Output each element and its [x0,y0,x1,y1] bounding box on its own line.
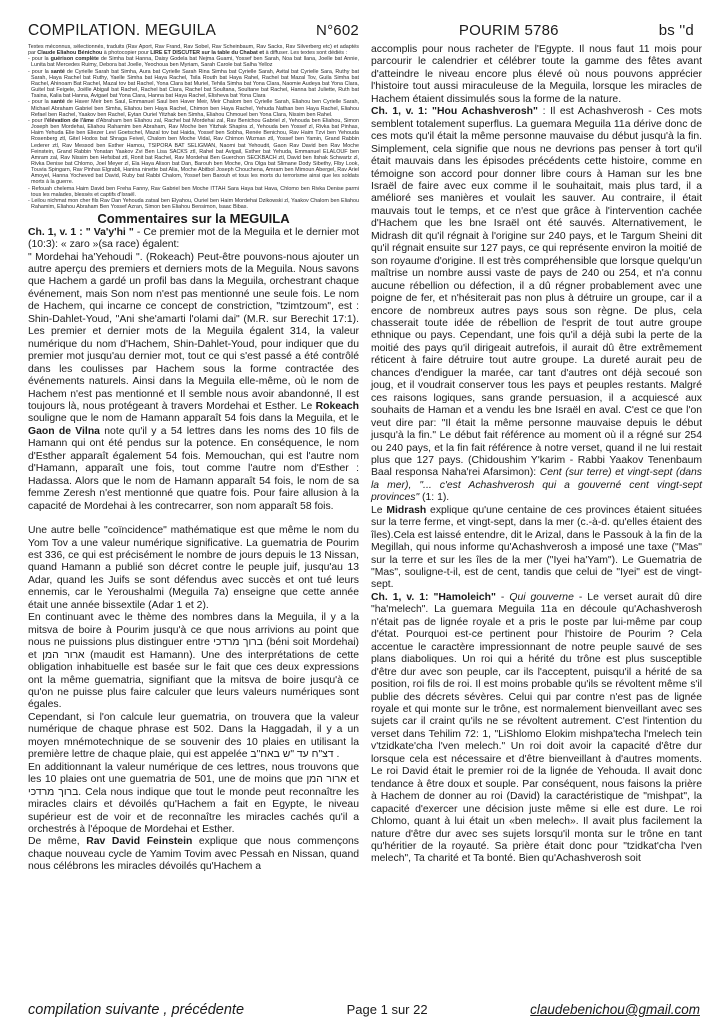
paragraph [28,99,359,117]
paragraph [28,118,359,186]
paragraph [28,525,359,612]
text-run: En additionnant la valeur numérique de ces lettres, nous trouvons que les 10 plaies ont une guematria de 501, une de moins que ארור המן et ברוך מרדכי. Cela nous indique que tout le monde peut reconnaître les miracles clairs et dévoilés qu'Hachem a fait en Egypte, le niveau supérieur est de voir et de reconnaître les miracles cachés qu'il a orchestrés à l'époque de Mordehai et Esther. [28,761,359,835]
paragraph [28,612,359,712]
right-column [371,44,702,866]
paragraph [28,44,359,56]
text-run: à photocopier pour [102,50,151,57]
two-column-layout [0,42,724,874]
page-indicator: Page 1 sur 22 [346,1002,428,1017]
text-run: En continuant avec le thème des nombres dans la Meguila, il y a la mitsva de boire à Pourim jusqu'à ce que nous arrivions au point que nous ne puissions plus distinguer entre ברוך מרדכי (béni soit Mordehai) et ארור המן (maudit est Hamann). Une des interprétations de cette obligation inhabituelle est basée sur le fait que ces deux expressions ont la même guematria, signifiant que la mitsva de boire jusqu'à ce qu'on ne puisse plus faire calculer que leurs valeurs numériques sont égales. [28,612,360,711]
text-run: Ch. 1, v. 1 : " Va'y'hi " [28,226,137,238]
text-run: santé [50,99,65,106]
left-column-text [28,227,359,874]
text-run: Gaon de Vilna [28,425,100,437]
text-run: Cependant, si l'on calcule leur guematria, on trouvera que la valeur numérique de chaque phrase est 502. Dans la Haggadah, il y a un moyen mnémotechnique de se souvenir des 10 plaies en utilisant la première lettre de chaque plaie, qui est appelée דצ"ח עד "ש באח"ב . [28,711,359,761]
text-run: Cent (sur terre) et vingt-sept (dans la mer), "... c'est Achashverosh qui a gouverné cent vingt-sept provinces" [371,467,702,504]
text-run: Qui gouverne [509,591,574,603]
text-run: note qu'il y a 54 lettres dans les noms des 10 fils de Hamann qui ont été pendus sur la potence. En conséquence, le nom d'Esther apparaît également 54 fois. Memouchan, qui est l'autre nom d'Hamann, apparaît une fois, tout comme l'autre nom d'Esther : Hadassa. Alors que le nom de Hamann apparaît 54 fois, le nom de sa femme Zeresh n'est mentionné que quatre fois. Pour faire allusion à la capacité de Mordehai à les contrecarrer, son nom apparaît 58 fois. [28,425,359,512]
text-run: Une autre belle "coïncidence" mathématique est que même le nom du Yom Tov a une valeur numérique significative. La guematria de Pourim est 336, ce qui est précisément le nombre de jours depuis le 13 Nissan, quand Hamann a publié son décret contre le peuple juif, jusqu'au 13 Adar, quand les Juifs se sont défendus avec succès et ont tué leurs ennemis, car le Yeroushalmi (Meguila 7a) enseigne que cette année était une année bissextile (Adar 1 et 2). [28,525,359,611]
paragraph [371,106,702,505]
text-run: de Cyrielle Sarah bat Simha, Aura bat Cyrielle Sarah Rina Simha bat Cyrielle Sarah, Avital bat Cyrielle Sara, Ruthy bat Sarah, Haya Rachel bat Ruthy, Yaelle Simha bat Haya Rachel, Tsila Routh bat Haya Rahel, Rachel bat Mazal Tov, Guila Simha bat Rachel, Ahinoam Bat Rachel, Mazal tov bat Rachel, Yona Clara bat Muriel, Tehila Simha bat Yona Clara, Naomie Audeya bat Yona Clara, Guitel bat Feigele, Joëlle Abigail bat Rachel, Rachel bat Clara, Rachel bat Soultana, Soultane bat Rachel, Hanna bat Juliette, Ruth bat Tsaina, Kalia bat Hanna, Avigael bat Yona Clara, Hanna bat Haya Rachel, Elisheva bat Yona Clara [31,68,359,100]
text-run: - Leilou nichmat mon cher fils Rav Dan Yehouda zatsal ben Elyahou, Ouriel ben Haim Mordehai Dzikowski zl, Yaakov Chalom ben Eliahou Rahamim, Eliahou Abraham Ben Yossef Azran, Simon ben Eliahou Bensimon, Isaac Bibas. [28,197,359,211]
text-run: explique que nous commençons chaque nouveau cycle de Yamim Tovim avec Pessah en Nissan, quand nous célébrons les miracles dévoilés qu'Hachem a [28,836,359,873]
paragraph [28,69,359,100]
text-run: souligne que le nom de Hamann apparaît 54 fois dans la Meguila, et le [28,413,359,425]
paragraph [371,505,702,592]
text-run: Le [371,504,387,516]
paragraph [371,592,702,866]
email-link[interactable]: claudebenichou@gmail.com [530,1002,700,1017]
text-run: Rav David Feinstein [86,836,193,848]
section-heading: Commentaires sur la MEGUILA [97,211,290,227]
text-run: - Le verset aurait dû dire "ha'melech". La guemara Meguila 11a en découle qu'Achashverosh n'était pas de lignée royale et a pris le poste par lui-même par coup d'état. Pourquoi est-ce pertinent pour l'histoire de Pourim ? Cela accentue le caractère impressionnant de notre peuple sauvé de ses plans diaboliques. Un roi qui a hérité du trône est plus susceptible d'être dur avec son peuple, car ils l'acceptent, puisqu'il a hérité de sa position, roi fils de roi. Il est moins probable qu'ils se révoltent même s'il publie des décrets sévères. Celui qui par contre n'est pas de lignée royale et qui monte sur le trône, est normalement bienveillant avec ses sujets car il craint qu'ils ne se révoltent autrement. C'est l'intention du verset dans Tehilim 72: 1, "LiShlomo Elokim mishpa'techa l'melech tein v'tzidkate'cha l'ven melech." Un roi doit avoir la capacité d'être dur lorsque cela est nécessaire et d'être bienveillant à d'autres moments. Le roi David était le premier roi de la lignée de Yehouda. Il avait donc tendance à être doux et souple. Par conséquent, nous faisons la prière à Hachem de donner au roi (David) la caractéristique de "mishpat", la capacité d'exercer une décision juste même si elle est dure. Le roi Chlomo, quant à lui était un «ben melech». Il avait plus facilement la nature d'être dur avec ses sujets lorsqu'il monta sur le trône en tant qu'héritier de la royauté. Sa prière était donc pour "tzidkat'cha l'ven melech", Ta charité et Ta bonté. Bien qu'Achashverosh soit [371,591,703,865]
paragraph [28,198,359,210]
document-header [0,0,724,42]
text-run: " Mordehai ha'Yehoudi ". (Rokeach) Peut-être pouvons-nous ajouter un autre aperçu des premiers et derniers mots de la Meguila. Nous savons que Hachem a gardé un profil bas dans la Meguila, orchestrant chaque événement, mais Son nom n'est pas mentionné une seule fois. Le nom de Hachem, qui incarne ce concept de constriction, "tzimtzoum", est : Shin-Dahlet-Youd, "Ani she'amarti l'olami dai" (M.R. sur Berechit 17:1). Les premier et dernier mots de la Meguila égalent 314, la valeur numérique du nom d'Hachem, Shin-Dahlet-Youd, pour indiquer que du premier mot jusqu'au dernier mot, tout ce qui s'est passé a été contrôlé dans les coulisses par Hachem sous la forme contractée des événements naturels. Ainsi dans la Meguila elle-même, où le nom de Hachem n'est pas mentionné et Il semble nous avoir abandonné, Il est toujours là, nous protégeant à travers Mordehai et Esther. Le [28,251,359,413]
text-run: - Refouah chelema Haim David ben Freha Fanny, Rav Gabriel ben Moche ITTAH Sara Haya bat Hava, Chlomo ben Rivka Denise parmi tous les malades, blessés et captifs d'Israël. [28,185,359,198]
text-run: de Haver Meir ben Saul, Emmanuel Saul ben Haver Meir, Meir Chalom ben Cyrielle Sarah, Eliahou ben Cyrielle Sarah, Michael Abraham Gabriel ben Simha, Eliahou ben Haya Rachel, Chimon ben Haya Rachel, Yehuda Nathan ben Haya Rachel, Eliahou Refael ben Rachel, Yaakov ben Rachel, Eytan Ouriel Yitzhak ben Simha, Eliahou Chmouel ben Yona Clara, Nissim ben Rahel. [31,99,359,118]
dedications-block [28,44,359,210]
text-run: Rokeach [315,401,359,413]
paragraph [28,252,359,514]
left-column [28,44,359,874]
text-run: - pour la [28,99,51,106]
paragraph [28,762,359,837]
text-run: LIRE ET DISCUTER sur la table du Chabat et [150,50,265,57]
bsd-mark: bs ''d [658,22,694,39]
issue-number: N°602 [316,22,359,39]
text-run: - pour la [28,68,51,75]
text-run: - pour la [28,56,51,63]
paragraph [28,836,359,873]
text-run: Ch. 1, v. 1: "Hamoleich" [371,591,496,603]
text-run: Claude Eliahou Bénichou [37,50,103,57]
paragraph [28,712,359,762]
text-run: guérison complète [50,56,99,63]
text-run: - pour [28,117,45,124]
text-run: à diffuser. Les textes sont dédiés : [264,50,347,57]
document-title: COMPILATION. MEGUILA [28,22,217,39]
text-run: (1: 1). [419,492,450,504]
right-column-text [371,44,702,866]
text-run: d'Abraham ben Eliahou zal, Rachel bat Mordehai zal, Rav Benichou Gabriel zl, Yehouda ben Eliahou, Simon Joseph ben Mordehai, Eliahou Rahamim ben Abraham, Rav Moche ben Yitzhak Shapira zl, Yehouda ben Yossef zl, Rivka bat Pinhas, Haim Yehuda Elie ben Eliezer Levi Goetschel, Mazal tov bat Haida, Yossef ben Sobha, Renée Benichou, Rav Haim Tzvi ben Yehouda Rosenberg ztl, Gitel Hodos bat Shraga Feivel, Chalom ben Moche Vidal, Rav Chimon Wizman ztl, Yossef ben Yamin, Grand Rabbin Lederer ztl, Rav Messod ben Esther Hamou, TSIPORA BAT SELIGMAN, Naomi bat Yehoudit, Gaon Rav David ben Rav Moche Feinstein, Grand Rabbin Yonatan Yaakov Zvi Ben Lisa SACKS ztl, Rahel bat Avigail, Esther bat Yehuda, Emmanuel ELALOUF ben Amram zal, Rav Nissim ben Hefsibat ztl, Ronit bat Rachel, Rav Mordehai Ben Guerchon SECKBACH ztl, David ben Itshak Schwartz zl, Rivka Denise bat Chlomo, Joel Meyer zl, Ela Haya Alison bat Dan, Barouh ben Moche, Ora Olga bat Slimane Dody Sibethy, Flby Look, Touvia Spingarn, Rav Pinhas Elgrabli, Hanina ninette bat Alia, Moche Abitbol Joseph Chouchena, Amram ben Mimoun Abergel, Rav Ariel Amoyel, Hanna Yocheved bat David, Ruby bat Rabbi Chalom, Yossef ben Barouh et tous les morts du terrorisme ainsi que les soldats morts à la guerre. [31,117,359,186]
paragraph [28,227,359,252]
text-run: - Ce premier mot de la Meguila et le dernier mot (10:3): « zaro »(sa race) égalent: [28,226,359,251]
text-run: accomplis pour nous racheter de l'Egypte. Il nous faut 11 mois pour parcourir le calendrier et célébrer toute la gamme des fêtes avant d'atteindre le niveau encore plus élevé où nous pouvons apprécier l'histoire tout aussi miraculeuse de la Meguila, lorsque les miracles de Hachem étaient dissimulés sous la forme de la nature. [371,44,702,105]
holiday-label: POURIM 5786 [458,22,559,39]
text-run: De même, [28,836,87,848]
text-run: : Il est Achashverosh - Ces mots semblent totalement superflus. La guemara Meguila 11a dérive donc de ces mots qu'il était la même personne mauvaise du début jusqu'à la fin. Simplement, cela signifie que nous ne devrions pas penser à tort qu'il était mauvais dans les épisodes précédents cette histoire, comme en témoigne son accord pour donner libre cours à Haman sur les bne Israël de faire avec eux comme il le souhaitait, mais plus tard, il a amélioré ses manières et voulait les sauver. Au contraire, il était mauvais tout le temps, et ce n'est que grâce à l'intervention cachée d'Hachem que les bne Israël ont été sauvés. Alternativement, le Midrash dit qu'il régnait à l'origine sur 240 pays, et le Targum Sheini dit qu'il régnait ensuite sur 127 pays, ce qui représente environ la moitié de son royaume d'origine. Il est très compréhensible que lorsque quelqu'un maîtrise un nombre aussi vaste de pays de 240 ou 254, et n'a connu aucune rébellion ou défection, il a dû régner probablement avec une poigne de fer, et n'hésiterait pas non plus à détruire un groupe, car il a encore de nombreux autres pays sous son règne. De plus, cela chasserait toute idée de rébellion de l'esprit de tout autre groupe ethnique ou pays. Cependant, une fois qu'il a déjà subi la perte de la moitié des pays qu'il dirigeait autrefois, il aurait dû être extrêmement réticent à faire détruire tout autre groupe. La dureté aurait peu de chances d'endiguer la marée, car tant d'autres ont déjà secoué son joug, et il voudrait conserver tous les pays et peuples restants. Malgré ces raisons logiques, sans grande persuasion, il a acquiescé aux souhaits de Haman et a vendu les bne Israël en aval. C'est ce que l'on veut dire par: "Il était la même personne mauvaise depuis le début jusqu'à la fin." Le début fait référence au moment où il a régné sur 254 ou 240 pays, et la fin fait référence à notre verset, quand il ne lui restait plus que 127 pays. (Chidoushim Y'karim - Rabbi Yaakov Tenenbaum Baal responsa Naha'rei Afarsimon): [371,106,702,479]
text-run: l'élévation de l'âme [44,117,94,124]
paragraph [371,44,702,106]
text-run: - [495,591,510,603]
paragraph [28,186,359,198]
text-run: explique qu'une centaine de ces provinces étaient situées sur la terre ferme, et vingt-sept, dans la mer (c.-à-d. qu'elles étaient des îles).Cela est laissé entendre, dit le Arizal, dans le Passouk à la fin de la Megillah, qui nous informe qu'Achashverosh a imposé une taxe ("Mas" sur la terre et sur les îles de la mer ("Iyei ha'Yam"). Le Guematria de "Mas", souligne-t-il, est de cent, tandis que celui de "Iyei" est de vingt-sept. [371,504,702,591]
paragraph [28,56,359,68]
text-run: Midrash [386,504,427,516]
page-footer [28,1002,700,1018]
text-run: Ch. 1, v. 1: "Hou Achashverosh" [371,106,538,118]
compilation-nav-links[interactable]: compilation suivante , précédente [28,1002,245,1018]
text-run: de Simha bat Hanna, Daisy Godela bat Nejma Guami, Yossef ben Sarah, Noa bat Ilana, Joelle bat Annie, Lunita bat Mercedes Ruimy, Debora bat Joelle, Yeochoua ben Myriam, Sarah Carole bat Salha Yelloz [31,56,359,69]
text-run: Textes méconnus, sélectionnés, traduits (Rav Aport, Rav Frand, Rav Sobel, Rav Scheinbaum, Rav Sacks, Rav Silverberg etc) et adaptés par [28,44,359,57]
text-run: santé [50,68,65,75]
